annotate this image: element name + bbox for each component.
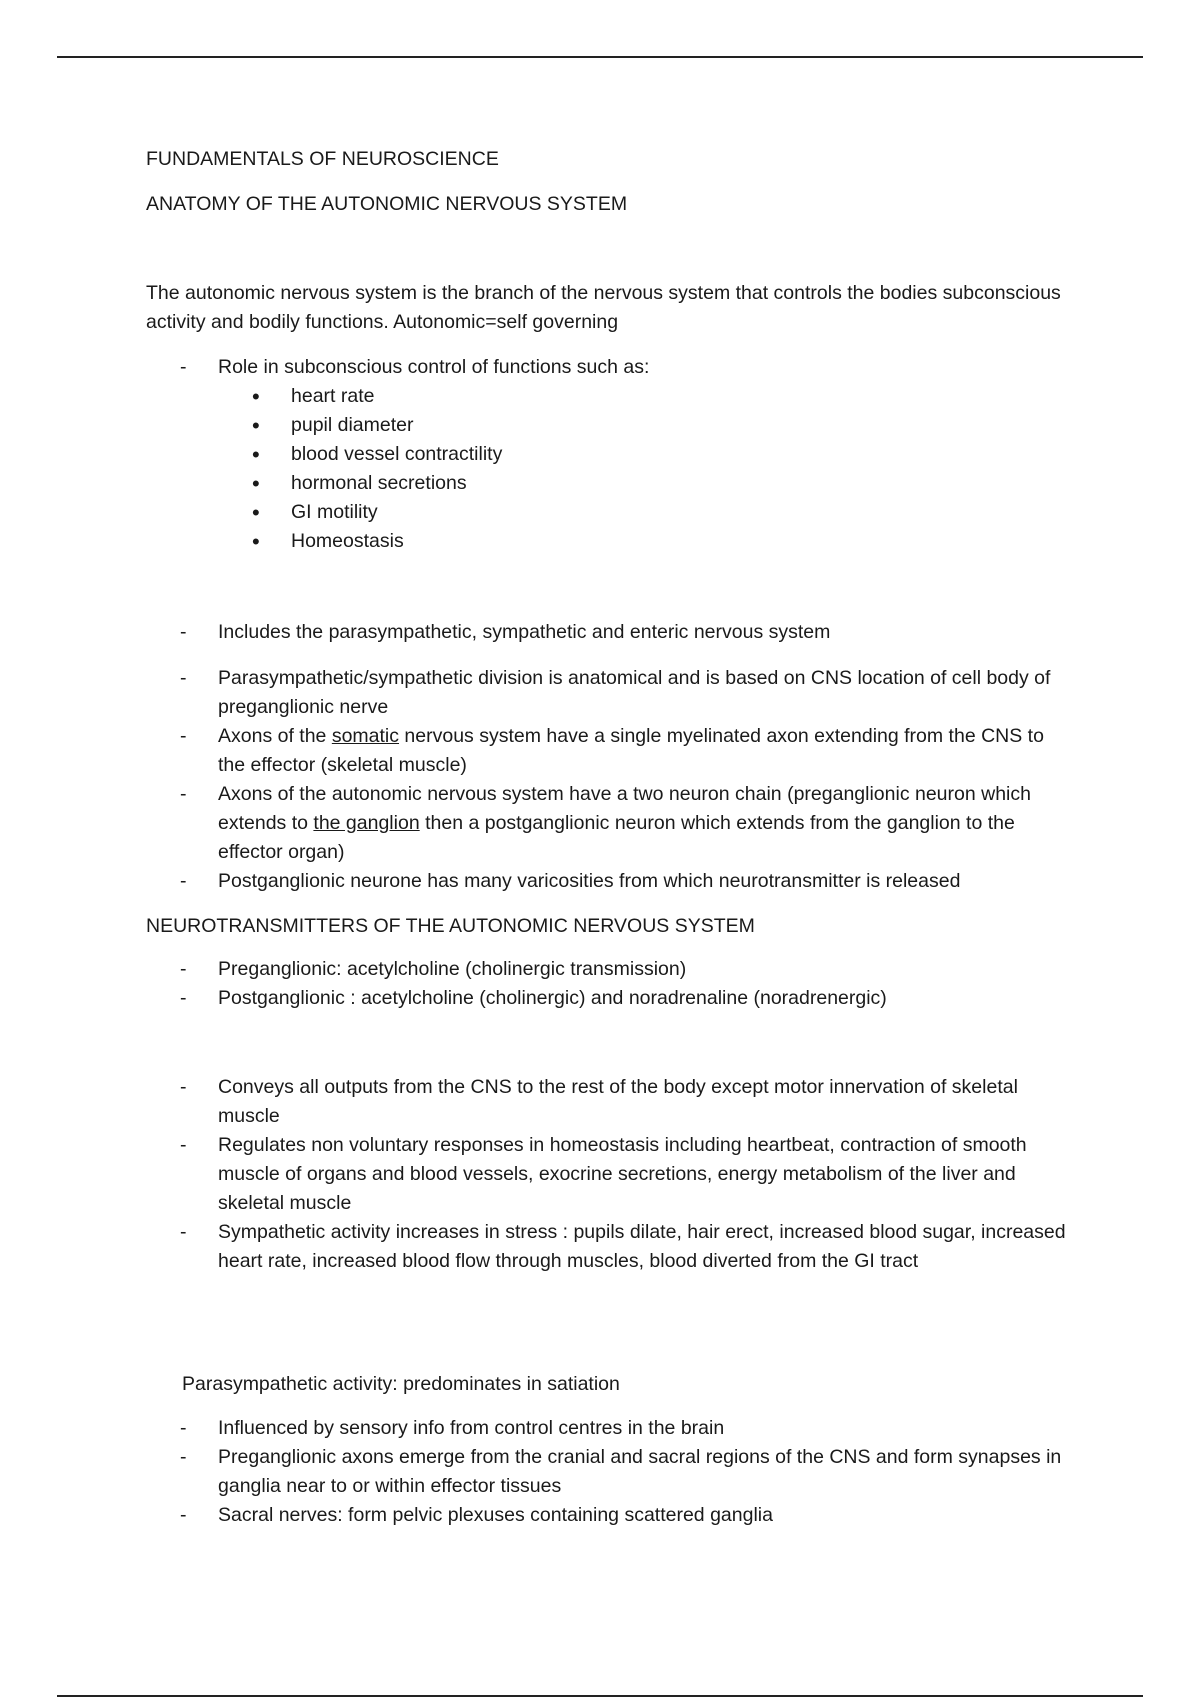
list-item: - Regulates non voluntary responses in homeostasis including heartbeat, contraction of smooth muscle of organs and blood vessels, exocrine secretions, energy metabolism of the liver and skeletal muscle <box>146 1131 1066 1218</box>
list-item: • heart rate <box>146 382 1066 411</box>
underlined-term: somatic <box>331 725 400 747</box>
parasympathetic-heading: Parasympathetic activity: predominates in satiation <box>182 1373 620 1395</box>
intro-paragraph: The autonomic nervous system is the branch of the nervous system that controls the bodies subconscious activity and bodily functions. Autonomic=self governing <box>146 282 1061 333</box>
list-item: - Axons of the somatic nervous system have a single myelinated axon extending from the CNS to the effector (skeletal muscle) <box>146 722 1066 780</box>
role-list <box>146 353 1066 556</box>
list-item: - Conveys all outputs from the CNS to the rest of the body except motor innervation of skeletal muscle <box>146 1073 1066 1131</box>
division-list <box>146 664 1066 896</box>
list-item: - Preganglionic axons emerge from the cranial and sacral regions of the CNS and form synapses in ganglia near to or within effector tissues <box>146 1443 1066 1501</box>
list-item: - Parasympathetic/sympathetic division is anatomical and is based on CNS location of cell body of preganglionic nerve <box>146 664 1066 722</box>
function-list <box>146 1073 1066 1276</box>
list-item: - Role in subconscious control of functions such as: • heart rate • pupil diameter • blood vessel contractility • hormonal secretions • GI motility • Homeostasis <box>146 353 1066 556</box>
document-body <box>146 145 1066 1530</box>
document-subtitle: ANATOMY OF THE AUTONOMIC NERVOUS SYSTEM <box>146 193 628 215</box>
list-item: - Postganglionic neurone has many varicosities from which neurotransmitter is released <box>146 867 1066 896</box>
parasympathetic-list <box>146 1414 1066 1530</box>
underlined-term: the ganglion <box>313 812 420 834</box>
list-item: • hormonal secretions <box>146 469 1066 498</box>
list-item: • pupil diameter <box>146 411 1066 440</box>
footer-rule <box>57 1695 1143 1697</box>
header-rule <box>57 56 1143 58</box>
document-title: FUNDAMENTALS OF NEUROSCIENCE <box>146 148 499 170</box>
list-item: - Postganglionic : acetylcholine (cholinergic) and noradrenaline (noradrenergic) <box>146 984 1066 1013</box>
list-item: - Sacral nerves: form pelvic plexuses containing scattered ganglia <box>146 1501 1066 1530</box>
list-item: • Homeostasis <box>146 527 1066 556</box>
list-item: • GI motility <box>146 498 1066 527</box>
list-item: - Axons of the autonomic nervous system have a two neuron chain (preganglionic neuron which extends to the ganglion then a postganglionic neuron which extends from the ganglion to the effector organ) <box>146 780 1066 867</box>
list-item: - Sympathetic activity increases in stress : pupils dilate, hair erect, increased blood sugar, increased heart rate, increased blood flow through muscles, blood diverted from the GI tract <box>146 1218 1066 1276</box>
neurotransmitter-list <box>146 955 1066 1013</box>
functions-list <box>146 382 1066 556</box>
list-item: • blood vessel contractility <box>146 440 1066 469</box>
list-item: - Includes the parasympathetic, sympathetic and enteric nervous system <box>146 618 1066 647</box>
includes-list <box>146 618 1066 647</box>
neurotransmitters-heading: NEUROTRANSMITTERS OF THE AUTONOMIC NERVOUS SYSTEM <box>146 915 755 937</box>
list-item: - Preganglionic: acetylcholine (cholinergic transmission) <box>146 955 1066 984</box>
list-item: - Influenced by sensory info from control centres in the brain <box>146 1414 1066 1443</box>
